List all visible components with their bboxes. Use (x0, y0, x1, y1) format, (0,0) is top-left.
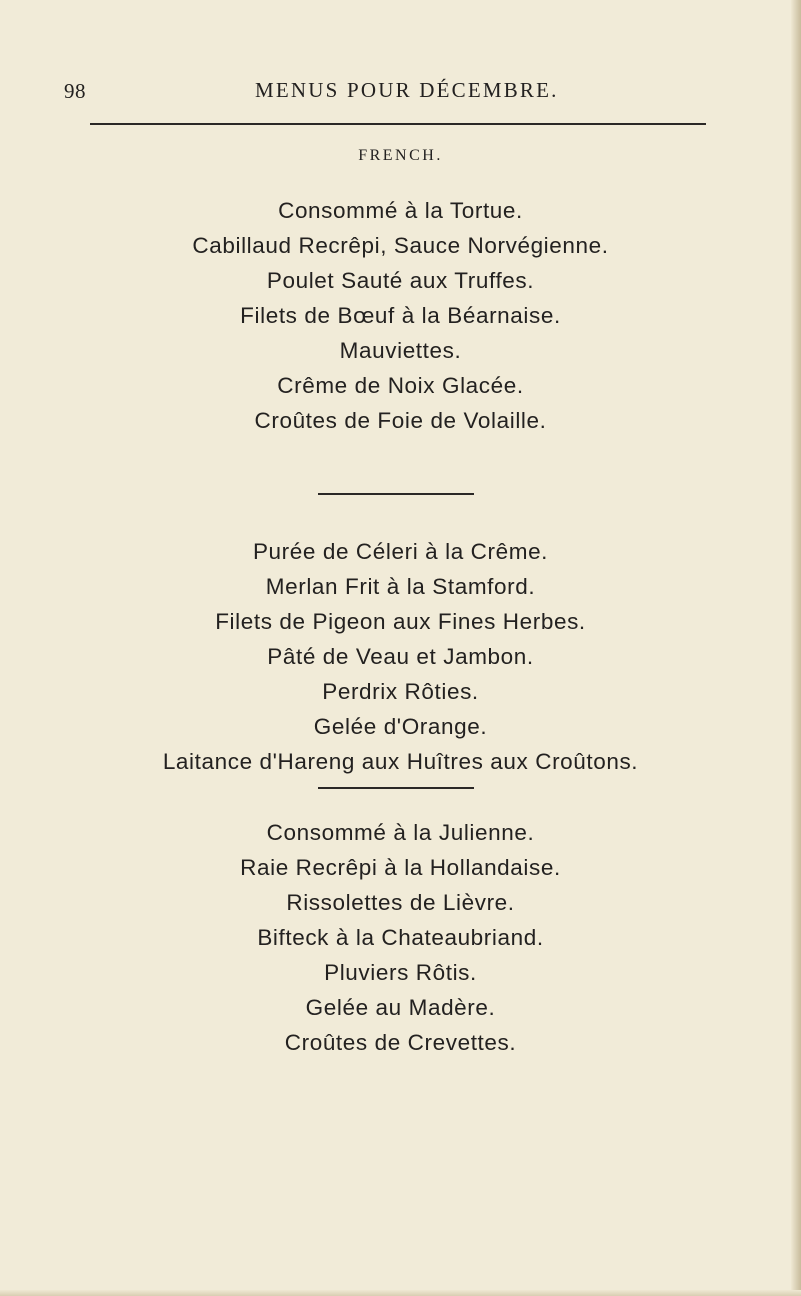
menu-1 (0, 193, 801, 438)
menu-2-dish: Pâté de Veau et Jambon. (267, 644, 534, 669)
menu-3-dish: Bifteck à la Chateaubriand. (257, 925, 544, 950)
menu-1-dish: Consommé à la Tortue. (278, 198, 523, 223)
menu-2-dish: Filets de Pigeon aux Fines Herbes. (215, 609, 586, 634)
menu-1-dish: Croûtes de Foie de Volaille. (254, 408, 547, 433)
menu-3-dish: Consommé à la Julienne. (266, 820, 535, 845)
menu-3-dish: Pluviers Rôtis. (324, 960, 477, 985)
menu-1-dish: Cabillaud Recrêpi, Sauce Norvégienne. (192, 233, 609, 258)
page-bottom-edge (0, 1290, 801, 1296)
header-rule (90, 123, 706, 125)
menu-3 (0, 815, 801, 1060)
menu-2-dish: Perdrix Rôties. (322, 679, 479, 704)
section-heading: FRENCH. (358, 147, 443, 164)
menu-1-dish: Poulet Sauté aux Truffes. (266, 268, 535, 293)
menu-1-dish: Filets de Bœuf à la Béarnaise. (240, 303, 561, 328)
running-title: MENUS POUR DÉCEMBRE. (255, 78, 559, 102)
menu-1-dish: Mauviettes. (339, 338, 462, 363)
menu-2-dish: Merlan Frit à la Stamford. (265, 574, 536, 599)
menu-3-dish: Croûtes de Crevettes. (284, 1030, 517, 1055)
menu-2-dish: Laitance d'Hareng aux Huîtres aux Croûtons. (162, 749, 639, 774)
menu-2 (0, 534, 801, 779)
menu-1-dish: Crême de Noix Glacée. (277, 373, 524, 398)
menu-divider (318, 493, 474, 495)
menu-3-dish: Rissolettes de Lièvre. (286, 890, 515, 915)
page-number: 98 (64, 79, 86, 103)
menu-divider (318, 787, 474, 789)
menu-3-dish: Gelée au Madère. (305, 995, 496, 1020)
menu-2-dish: Gelée d'Orange. (313, 714, 488, 739)
menu-2-dish: Purée de Céleri à la Crême. (252, 539, 549, 564)
menu-3-dish: Raie Recrêpi à la Hollandaise. (240, 855, 561, 880)
